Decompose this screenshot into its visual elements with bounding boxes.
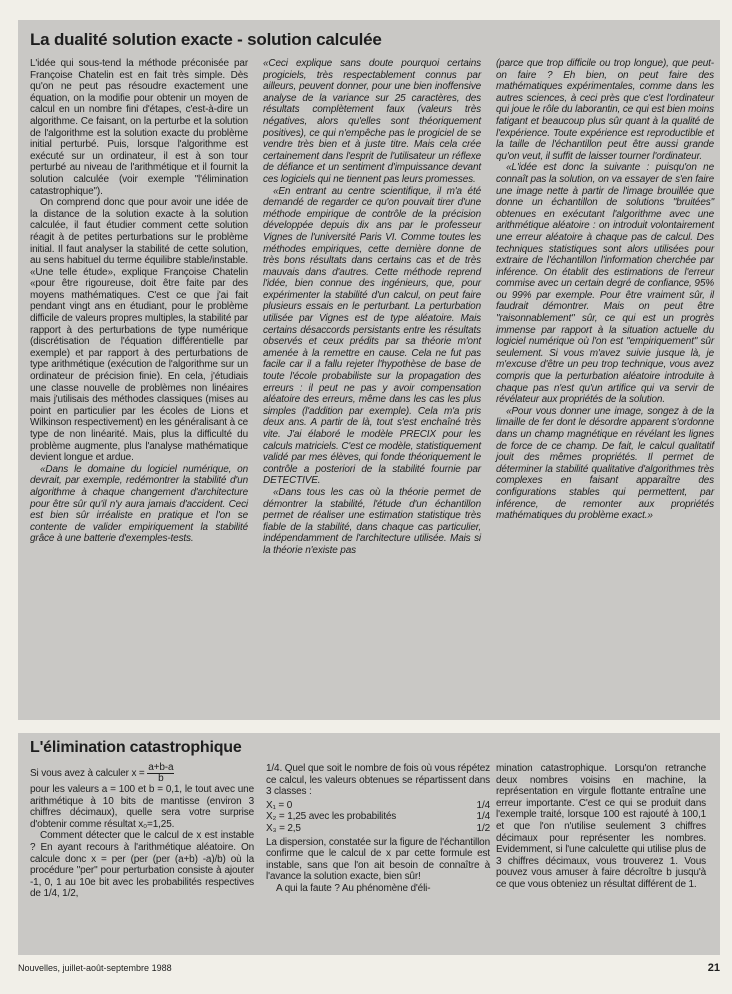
fraction-denominator: b [158, 773, 164, 784]
article-column-3 [496, 58, 714, 522]
paragraph: «Ceci explique sans doute pourquoi certains progiciels, très respectablement connus par ailleurs, peuvent donner, pour une bien inoffensive analyse de la variance sur 25 caractères, des résultats complètement faux (valeurs très négatives, alors qu'elles sont théoriquement positives), ce qui n'empêche pas le progiciel de se vendre très bien et à juste titre. Mais cela crée certainement dans l'esprit de l'utilisateur un réflexe de défiance et un sentiment d'impuissance devant ces logiciels qui ne tiennent pas leurs promesses. [263, 58, 481, 185]
article-column-1 [30, 58, 248, 545]
paragraph: «Dans le domaine du logiciel numérique, on devrait, par exemple, redémontrer la stabilité d'un algorithme à chaque changement d'architecture pour être sûr qu'il n'y aura jamais d'accident. Ceci est bien sûr irréaliste en pratique et l'on se contente de valider empiriquement la stabilité grâce à une batterie d'exemples-tests. [30, 463, 248, 545]
box-column-1 [30, 763, 254, 900]
paragraph: La dispersion, constatée sur la figure de l'échantillon confirme que le calcul de x par cette formule est instable, sans que l'on ait besoin de connaître à l'avance la solution exacte, bien sûr! [266, 836, 490, 883]
sidebar-box [18, 733, 720, 955]
value-row: X₂ = 1,25 avec les probabilités 1/4 [266, 811, 490, 823]
paragraph: «L'idée est donc la suivante : puisqu'on ne connaît pas la solution, on va essayer de s'en faire une image nette à partir de l'image brouillée que donne un échantillon de solutions "bruitées" obtenues en exécutant l'algorithme avec une arithmétique aléatoire : on introduit volontairement une erreur aléatoire à chaque pas de calcul. Des techniques statistiques sont alors utilisées pour extraire de l'échantillon l'information cherchée par inférence. On établit des estimations de l'erreur commise avec un certain degré de confiance, 95% ou 99% par exemple. Pour être vraiment sûr, il faudrait démontrer. Mais on peut être "raisonnablement" sûr, ce qui est un progrès immense par rapport à la situation actuelle du logiciel numérique où l'on est "empiriquement" sûr seulement. Si vous m'avez suivie jusque là, je m'excuse d'être un peu trop technique, vous avez compris que la perturbation aléatoire introduite à chaque pas n'est qu'un artifice qui va servir de révélateur aux propriétés de la solution. [496, 162, 714, 406]
box-column-2 [266, 763, 490, 895]
paragraph: L'idée qui sous-tend la méthode préconisée par Françoise Chatelin est en fait très simple. Dès qu'on ne peut pas résoudre exactement une équation, on la modifie pour obtenir un moyen de calcul en un nombre fini d'étapes, c'est-à-dire un algorithme. Ce faisant, on la perturbe et la solution de l'algorithme est la solution exacte du problème initial perturbé. Puis, lorsque l'algorithme est exécuté sur un ordinateur, il est à son tour perturbé au niveau de l'arithmétique et il fournit la solution calculée (voir exemple "l'élimination catastrophique"). [30, 58, 248, 197]
page-number: 21 [707, 962, 720, 974]
article-column-2 [263, 58, 481, 557]
paragraph: On comprend donc que pour avoir une idée de la distance de la solution exacte à la solution calculée, il faut étudier comment cette solution réagit à de petites perturbations sur le problème initial. Il faut analyser la stabilité de cette solution, au sens habituel du terme équilibre stable/instable. «Une telle étude», explique Françoise Chatelin «pour être rigoureuse, doit être faite par des moyens mathématiques. C'est ce que j'ai fait pendant vingt ans en étudiant, pour le problème difficile de valeurs propres multiples, la stabilité par rapport à des perturbations de type numérique (discrétisation de l'équation différentielle par exemple) et par rapport à des perturbations de type arithmétique (exécution de l'algorithme sur un ordinateur de précision finie). En cela, j'étudiais une classe nouvelle de problèmes non linéaires mais j'utilisais des méthodes classiques (mises au point en particulier par les écoles de Lions et Wilkinson respectivement) en les généralisant à ce type de non linéarité. Mais, plus la difficulté du problème augmente, plus l'analyse mathématique devient longue et ardue. [30, 197, 248, 464]
value-row: X₃ = 2,5 1/2 [266, 822, 490, 834]
paragraph: (parce que trop difficile ou trop longue), que peut-on faire ? Eh bien, on peut faire des mathématiques expérimentales, comme dans les autres sciences, à ceci près que c'est l'ordinateur qui joue le rôle du laborantin, ce qui est bien moins fatigant et beaucoup plus sûr quant à la qualité de l'expérience. Toute expérience est reproductible et la taille de l'échantillon peut être aussi grande qu'on veut, il suffit de laisser tourner l'ordinateur. [496, 58, 714, 162]
paragraph: Comment détecter que le calcul de x est instable ? En ayant recours à l'arithmétique aléatoire. On calcule donc x = per (per (per (a+b) -a)/b) où la procédure "per" pour perturbation consiste à ajouter -1, 0, 1 au 10e bit avec les probabilités respectives de 1/4, 1/2, [30, 830, 254, 900]
paragraph: A qui la faute ? Au phénomène d'éli- [276, 882, 431, 894]
paragraph: 1/4. Quel que soit le nombre de fois où vous répétez ce calcul, les valeurs obtenues se répartissent dans 3 classes : [266, 763, 491, 798]
fraction-numerator: a+b-a [148, 762, 174, 773]
box-title: L'élimination catastrophique [30, 739, 242, 756]
paragraph: «En entrant au centre scientifique, il m'a été demandé de regarder ce qu'on pouvait tirer d'une méthode empirique de contrôle de la précision développée depuis dix ans par le professeur Vignes de l'université Paris VI. Comme toutes les méthodes empiriques, cette dernière donne de très bons résultats dans certains cas et de très mauvais dans d'autres. Cette méthode reprend l'idée, bien connue des ingénieurs, que, pour expérimenter la stabilité d'un calcul, on peut faire plusieurs essais en le perturbant. La perturbation utilisée par Vignes est de type aléatoire. Mais certains désaccords persistants entre les résultats observés et ceux prédits par sa théorie m'ont amenée à la remettre en cause. Cela ne fut pas facile car il a fallu rejeter l'hypothèse de base de toute l'école probabiliste sur la propagation des erreurs : il peut ne pas y avoir compensation aléatoire des erreurs, même dans les cas les plus simples (l'addition par exemple). Cela m'a pris deux ans. A partir de là, tout s'est enchaîné très vite. J'ai élaboré le modèle PRECIX pour les calculs matriciels. C'est ce modèle, statistiquement validé par mes élèves, qui fonde théoriquement le contrôle a posteriori de la stabilité fournie par DETECTIVE. [263, 185, 481, 487]
paragraph: «Pour vous donner une image, songez à de la limaille de fer dont le désordre apparent s'ordonne dans un champ magnétique en révélant les lignes de force de ce champ. De fait, le calcul qualitatif jouit des mêmes propriétés. Il permet de déterminer la stabilité qualitative d'algorithmes très complexes en faisant apparaître des configurations stables qui permettent, par inférence, de remonter aux propriétés mathématiques du problème exact.» [496, 405, 714, 522]
article-title: La dualité solution exacte - solution calculée [30, 30, 382, 49]
fraction [147, 763, 174, 784]
paragraph: «Dans tous les cas où la théorie permet de démontrer la stabilité, l'étude d'un échantillon permet de réaliser une estimation statistique très fiable de la stabilité, dans chaque cas particulier, indépendamment de l'architecture utilisée. Mais si la théorie n'existe pas [263, 486, 481, 556]
publication-source: Nouvelles, juillet-août-septembre 1988 [18, 963, 172, 973]
box-column-3 [496, 763, 706, 891]
main-article-box [18, 20, 720, 720]
value-list [266, 800, 490, 835]
value-row: X₁ = 0 1/4 [266, 799, 490, 811]
paragraph: pour les valeurs a = 100 et b = 0,1, le tout avec une arithmétique à 10 bits de mantisse (environ 3 chiffres décimaux), quelle sera votre surprise d'obtenir comme résultat x₀=1,25. [30, 784, 254, 830]
paragraph: mination catastrophique. Lorsqu'on retranche deux nombres voisins en machine, la représentation en virgule flottante entraîne une erreur importante. C'est ce qui se produit dans l'exemple traité, lorsque 100 est rajouté à 100,1 et que l'on n'utilise seulement 3 chiffres décimaux pour représenter les nombres. Evidemment, si l'une calculette qui utilise plus de 3 chiffres décimaux, vous trouverez 1. Vous pouvez vous amuser à faire décroître b jusqu'à ce que vous obteniez un résultat différent de 1. [496, 763, 706, 890]
page-footer [18, 962, 720, 974]
formula-intro: Si vous avez à calculer x = [30, 768, 145, 780]
formula-line [30, 763, 254, 784]
